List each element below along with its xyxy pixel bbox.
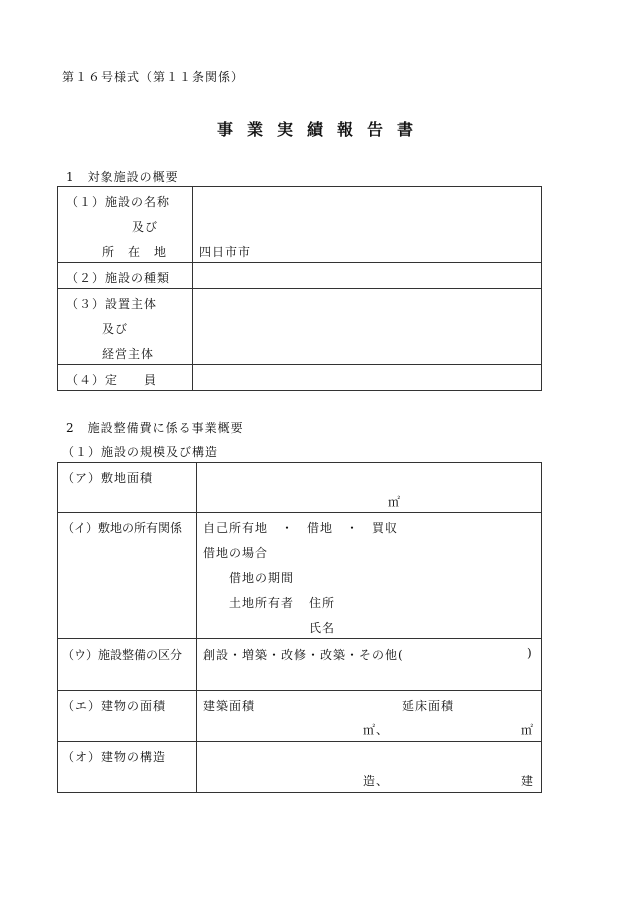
building-area-value-cell[interactable] (197, 691, 542, 742)
section2-subheading: （１）施設の規模及び構造 (62, 445, 219, 459)
structure-unit: 造、 (363, 774, 390, 788)
category-value-cell[interactable] (197, 639, 542, 691)
landowner-label: 土地所有者 (229, 596, 295, 610)
site-area-label-cell (58, 463, 197, 513)
lease-period-label: 借地の期間 (229, 571, 295, 585)
building-area-left-label: 建築面積 (203, 699, 256, 713)
founder-and-label: 及び (102, 322, 129, 336)
category-label-cell (58, 639, 197, 691)
floor-area-unit: ㎡ (521, 723, 535, 737)
landowner-address-label: 住所 (309, 596, 336, 610)
lease-case-label: 借地の場合 (203, 546, 269, 560)
facility-name-value-cell[interactable] (193, 187, 542, 263)
category-label: （ウ）施設整備の区分 (62, 648, 183, 662)
structure-label-cell (58, 742, 197, 793)
facility-type-value-cell[interactable] (193, 263, 542, 289)
facility-name-and-label: 及び (132, 220, 159, 234)
building-area-label: （エ）建物の面積 (62, 699, 167, 713)
operator-label: 経営主体 (102, 347, 155, 361)
floor-area-label: 延床面積 (402, 699, 455, 713)
building-area-unit: ㎡、 (363, 723, 390, 737)
building-overview-table (57, 462, 542, 793)
facility-name-label: （１）施設の名称 (66, 195, 171, 209)
structure-label: （オ）建物の構造 (62, 750, 167, 764)
facility-location-label: 所 在 地 (102, 245, 168, 259)
facility-location-value: 四日市市 (199, 245, 252, 259)
site-area-unit: ㎡ (388, 495, 402, 509)
capacity-value-cell[interactable] (193, 365, 542, 391)
facility-type-label-cell (58, 263, 193, 289)
operator-value-cell[interactable] (193, 289, 542, 365)
capacity-label-cell (58, 365, 193, 391)
section2-heading: 2 施設整備費に係る事業概要 (66, 421, 244, 435)
facility-type-label: （２）施設の種類 (66, 271, 171, 285)
facility-name-label-cell (58, 187, 193, 263)
storeys-unit: 建 (521, 774, 535, 788)
form-number: 第１６号様式（第１１条関係） (62, 70, 245, 84)
founder-label: （３）設置主体 (66, 297, 158, 311)
category-options: 創設・増築・改修・改築・その他( (203, 648, 404, 662)
ownership-value-cell[interactable] (197, 513, 542, 639)
operator-label-cell (58, 289, 193, 365)
section1-heading: 1 対象施設の概要 (66, 170, 179, 184)
ownership-options: 自己所有地 ・ 借地 ・ 買収 (203, 521, 399, 535)
site-area-label: （ア）敷地面積 (62, 471, 154, 485)
site-area-value-cell[interactable] (197, 463, 542, 513)
landowner-name-label: 氏名 (309, 621, 336, 635)
facility-overview-table (57, 186, 542, 391)
capacity-label: （４）定 員 (66, 373, 158, 387)
category-close-paren: ) (527, 646, 533, 660)
document-title: 事業実績報告書 (216, 120, 427, 139)
structure-value-cell[interactable] (197, 742, 542, 793)
ownership-label: （イ）敷地の所有関係 (62, 521, 183, 535)
ownership-label-cell (58, 513, 197, 639)
building-area-label-cell (58, 691, 197, 742)
